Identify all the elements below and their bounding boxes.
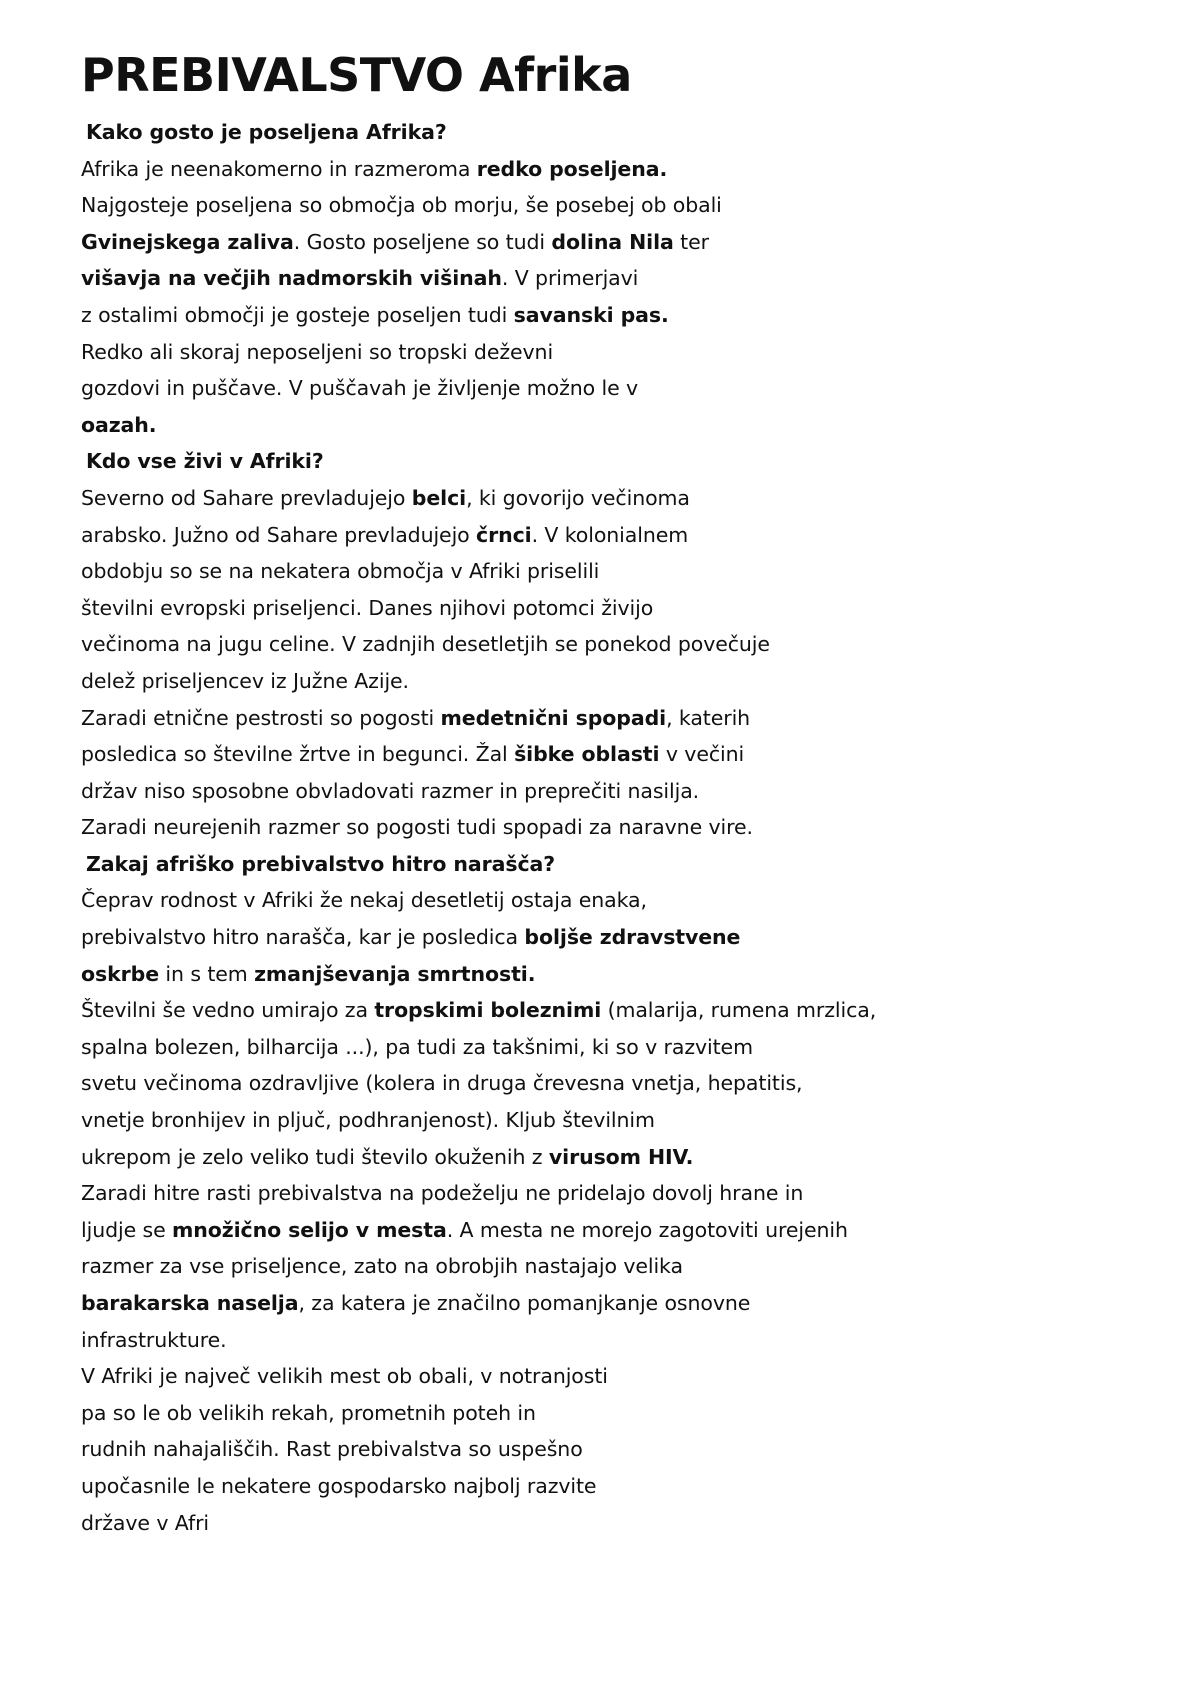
text-line <box>81 260 1181 297</box>
text-span: delež priseljencev iz Južne Azije. <box>81 668 409 693</box>
text-line <box>81 1395 1181 1432</box>
text-span: številni evropski priseljenci. Danes njihovi potomci živijo <box>81 595 654 620</box>
text-span: razmer za vse priseljence, zato na obrobjih nastajajo velika <box>81 1254 683 1279</box>
bold-text: virusom HIV. <box>548 1144 694 1169</box>
text-line <box>81 407 1181 444</box>
bold-text: tropskimi boleznimi <box>374 998 602 1023</box>
text-span: infrastrukture. <box>81 1327 227 1352</box>
text-span: večinoma na jugu celine. V zadnjih desetletjih se ponekod povečuje <box>81 632 770 657</box>
bold-text: črnci <box>476 522 532 547</box>
text-span: Zaradi etnične pestrosti so pogosti <box>81 705 441 730</box>
text-line <box>81 956 1181 993</box>
bold-text: redko poseljena. <box>476 156 668 181</box>
page-title: PREBIVALSTVO Afrika <box>81 48 632 102</box>
text-span: ter <box>673 229 709 254</box>
text-line <box>81 1322 1181 1359</box>
text-span: Zaradi neurejenih razmer so pogosti tudi spopadi za naravne vire. <box>81 815 753 840</box>
text-span: Severno od Sahare prevladujejo <box>81 485 412 510</box>
bold-text: Gvinejskega zaliva <box>81 229 294 254</box>
text-span: prebivalstvo hitro narašča, kar je posledica <box>81 925 525 950</box>
bold-text: boljše zdravstvene <box>524 925 741 950</box>
text-line <box>81 1358 1181 1395</box>
text-span: svetu večinoma ozdravljive (kolera in druga črevesna vnetja, hepatitis, <box>81 1071 803 1096</box>
bold-text: šibke oblasti <box>514 742 660 767</box>
bold-text: množično selijo v mesta <box>172 1217 447 1242</box>
text-span: Najgosteje poseljena so območja ob morju, še posebej ob obali <box>81 193 722 218</box>
bold-text: belci <box>411 485 467 510</box>
bold-text: Zakaj afriško prebivalstvo hitro narašča? <box>86 851 556 876</box>
body-text <box>81 114 1181 1541</box>
text-span: v večini <box>659 742 745 767</box>
text-span: ukrepom je zelo veliko tudi število okuženih z <box>81 1144 549 1169</box>
bold-text: savanski pas. <box>513 302 669 327</box>
text-line <box>81 700 1181 737</box>
text-span: in s tem <box>159 961 255 986</box>
text-span: posledica so številne žrtve in begunci. Žal <box>81 742 515 767</box>
section-heading <box>81 846 1181 883</box>
text-line <box>81 151 1181 188</box>
text-span: spalna bolezen, bilharcija ...), pa tudi za takšnimi, ki so v razvitem <box>81 1034 753 1059</box>
text-line <box>81 809 1181 846</box>
text-span: arabsko. Južno od Sahare prevladujejo <box>81 522 477 547</box>
bold-text: medetnični spopadi <box>440 705 667 730</box>
text-span: držav niso sposobne obvladovati razmer in preprečiti nasilja. <box>81 778 700 803</box>
text-span: . V kolonialnem <box>531 522 689 547</box>
text-line <box>81 1505 1181 1542</box>
text-line <box>81 919 1181 956</box>
text-line <box>81 590 1181 627</box>
text-line <box>81 626 1181 663</box>
text-line <box>81 480 1181 517</box>
text-span: . A mesta ne morejo zagotoviti urejenih <box>446 1217 848 1242</box>
text-span: pa so le ob velikih rekah, prometnih poteh in <box>81 1400 536 1425</box>
text-line <box>81 992 1181 1029</box>
text-line <box>81 1468 1181 1505</box>
text-span: Zaradi hitre rasti prebivalstva na podeželju ne pridelajo dovolj hrane in <box>81 1181 804 1206</box>
text-span: države v Afri <box>81 1510 210 1535</box>
text-line <box>81 1175 1181 1212</box>
text-span: . Gosto poseljene so tudi <box>293 229 552 254</box>
text-span: , katerih <box>666 705 751 730</box>
text-span: Čeprav rodnost v Afriki že nekaj desetletij ostaja enaka, <box>81 888 647 913</box>
text-line <box>81 1212 1181 1249</box>
text-line <box>81 517 1181 554</box>
text-line <box>81 1065 1181 1102</box>
text-line <box>81 1285 1181 1322</box>
section-heading <box>81 443 1181 480</box>
text-line <box>81 1102 1181 1139</box>
text-span: V Afriki je največ velikih mest ob obali, v notranjosti <box>81 1364 608 1389</box>
text-span: . V primerjavi <box>501 266 639 291</box>
document-page <box>81 40 1181 1541</box>
text-line <box>81 736 1181 773</box>
bold-text: Kdo vse živi v Afriki? <box>86 449 324 474</box>
text-span: ljudje se <box>81 1217 173 1242</box>
text-span: , za katera je značilno pomanjkanje osnovne <box>298 1291 751 1315</box>
text-span: gozdovi in puščave. V puščavah je življenje možno le v <box>81 376 639 401</box>
bold-text: barakarska naselja <box>81 1291 299 1315</box>
bold-text: dolina Nila <box>551 229 674 254</box>
text-line <box>81 882 1181 919</box>
text-line <box>81 334 1181 371</box>
text-line <box>81 224 1181 261</box>
text-line <box>81 663 1181 700</box>
text-span: Številni še vedno umirajo za <box>81 998 375 1023</box>
text-span: rudnih nahajališčih. Rast prebivalstva so uspešno <box>81 1437 583 1462</box>
text-span: Redko ali skoraj neposeljeni so tropski deževni <box>81 339 554 364</box>
text-line <box>81 553 1181 590</box>
bold-text: zmanjševanja smrtnosti. <box>254 961 536 986</box>
text-line <box>81 187 1181 224</box>
text-span: z ostalimi območji je gosteje poseljen tudi <box>81 302 514 327</box>
text-span: Afrika je neenakomerno in razmeroma <box>81 156 477 181</box>
text-span: (malarija, rumena mrzlica, <box>601 998 877 1023</box>
text-line <box>81 1431 1181 1468</box>
text-span: obdobju so se na nekatera območja v Afriki priselili <box>81 559 600 584</box>
text-line <box>81 773 1181 810</box>
bold-text: oskrbe <box>81 961 160 986</box>
section-heading <box>81 114 1181 151</box>
text-line <box>81 1248 1181 1285</box>
text-span: vnetje bronhijev in pljuč, podhranjenost). Kljub številnim <box>81 1108 655 1133</box>
text-span: upočasnile le nekatere gospodarsko najbolj razvite <box>81 1473 597 1498</box>
text-span: , ki govorijo večinoma <box>466 485 690 510</box>
bold-text: višavja na večjih nadmorskih višinah <box>81 266 502 291</box>
text-line <box>81 297 1181 334</box>
text-line <box>81 1139 1181 1176</box>
bold-text: Kako gosto je poseljena Afrika? <box>86 120 447 144</box>
text-line <box>81 370 1181 407</box>
text-line <box>81 1029 1181 1066</box>
bold-text: oazah. <box>81 412 157 437</box>
